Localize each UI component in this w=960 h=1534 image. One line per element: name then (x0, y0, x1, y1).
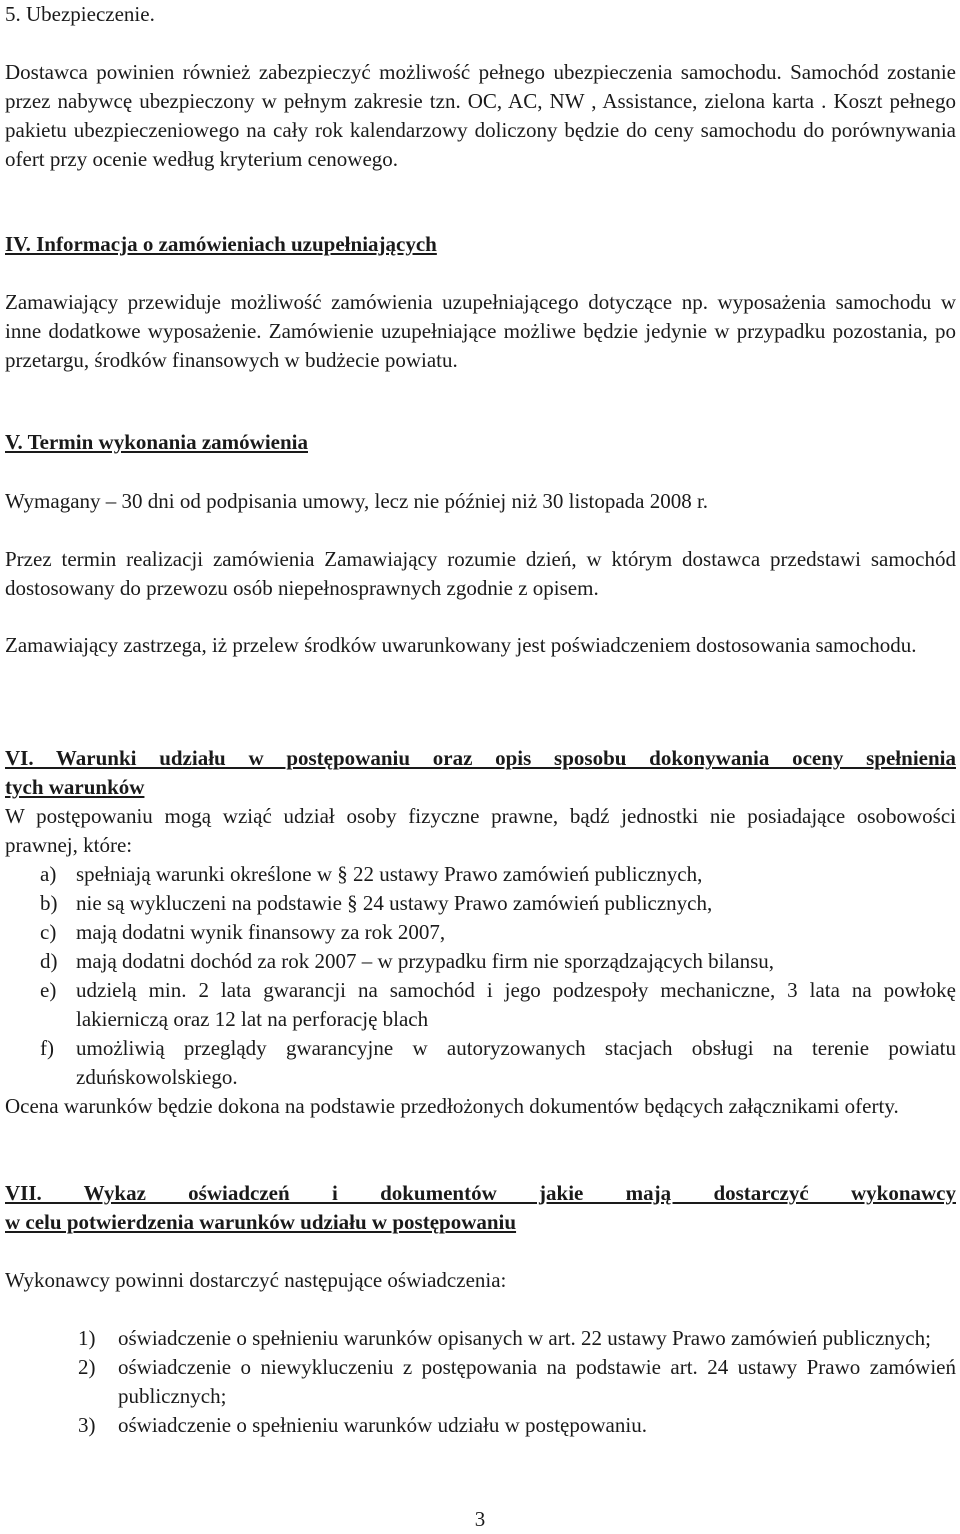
section-iv-heading: IV. Informacja o zamówieniach uzupełniających (5, 232, 437, 256)
list-item (5, 918, 956, 947)
list-item (78, 1353, 956, 1411)
conditions-list (5, 860, 956, 1092)
list-item-text: mają dodatni dochód za rok 2007 – w przypadku firm nie sporządzających bilansu, (76, 949, 775, 973)
list-item-label: f) (40, 1036, 54, 1060)
list-item-text: spełniają warunki określone w § 22 ustawy Prawo zamówień publicznych, (76, 862, 703, 886)
list-item-text: nie są wykluczeni na podstawie § 24 ustawy Prawo zamówień publicznych, (76, 891, 713, 915)
list-item-text: udzielą min. 2 lata gwarancji na samochód i jego podzespoły mechaniczne, 3 lata na powłokę lakierniczą oraz 12 lat na perforację blach (76, 978, 956, 1031)
list-item-label: 1) (78, 1326, 96, 1350)
list-item-text: oświadczenie o spełnieniu warunków udziału w postępowaniu. (118, 1413, 647, 1437)
list-item (5, 860, 956, 889)
section-vi-heading-line2: tych warunków (5, 775, 145, 799)
list-item-text: umożliwią przeglądy gwarancyjne w autoryzowanych stacjach obsługi na terenie powiatu zduńskowolskiego. (76, 1036, 956, 1089)
list-item-text: mają dodatni wynik finansowy za rok 2007, (76, 920, 446, 944)
realization-paragraph: Przez termin realizacji zamówienia Zamawiający rozumie dzień, w którym dostawca przedstawi samochód dostosowany do przewozu osób niepełnosprawnych zgodnie z opisem. (5, 547, 956, 600)
list-item-label: 3) (78, 1413, 96, 1437)
list-item (78, 1411, 956, 1440)
list-item (5, 947, 956, 976)
list-item (5, 976, 956, 1034)
section-iv-paragraph: Zamawiający przewiduje możliwość zamówienia uzupełniającego dotyczące np. wyposażenia samochodu w inne dodatkowe wyposażenie. Zamówienie uzupełniające możliwe będzie jedynie w przypadku pozostania, po przetargu, środków finansowych w budżecie powiatu. (5, 290, 956, 372)
transfer-paragraph: Zamawiający zastrzega, iż przelew środków uwarunkowany jest poświadczeniem dostosowania samochodu. (5, 633, 917, 657)
section-vi-intro: W postępowaniu mogą wziąć udział osoby fizyczne prawne, bądź jednostki nie posiadające osobowości prawnej, które: (5, 804, 956, 857)
list-item-label: b) (40, 891, 58, 915)
declarations-list (78, 1324, 956, 1440)
insurance-heading: 5. Ubezpieczenie. (5, 2, 155, 26)
list-item (5, 889, 956, 918)
section-vi-closing: Ocena warunków będzie dokona na podstawie przedłożonych dokumentów będących załącznikami oferty. (5, 1094, 899, 1118)
section-vii-intro: Wykonawcy powinni dostarczyć następujące oświadczenia: (5, 1268, 507, 1292)
list-item-label: 2) (78, 1355, 96, 1379)
list-item-label: e) (40, 978, 57, 1002)
list-item-label: c) (40, 920, 57, 944)
deadline-paragraph: Wymagany – 30 dni od podpisania umowy, lecz nie później niż 30 listopada 2008 r. (5, 489, 709, 513)
section-v-heading: V. Termin wykonania zamówienia (5, 430, 308, 454)
list-item-text: oświadczenie o spełnieniu warunków opisanych w art. 22 ustawy Prawo zamówień publicznych; (118, 1326, 931, 1350)
section-vii-heading-line2: w celu potwierdzenia warunków udziału w postępowaniu (5, 1210, 517, 1234)
list-item (5, 1034, 956, 1092)
list-item-text: oświadczenie o niewykluczeniu z postępowania na podstawie art. 24 ustawy Prawo zamówień publicznych; (118, 1355, 956, 1408)
section-vi-heading-line1: VI. Warunki udziału w postępowaniu oraz opis sposobu dokonywania oceny spełnienia (5, 746, 956, 770)
insurance-paragraph: Dostawca powinien również zabezpieczyć możliwość pełnego ubezpieczenia samochodu. Samochód zostanie przez nabywcę ubezpieczony w pełnym zakresie tzn. OC, AC, NW , Assistance, zielona karta . Koszt pełnego pakietu ubezpieczeniowego na cały rok kalendarzowy doliczony będzie do ceny samochodu do porównywania ofert przy ocenie według kryterium cenowego. (5, 60, 956, 171)
list-item (78, 1324, 956, 1353)
list-item-label: d) (40, 949, 58, 973)
section-vii-heading-line1: VII. Wykaz oświadczeń i dokumentów jakie mają dostarczyć wykonawcy (5, 1181, 956, 1205)
page-number: 3 (474, 1507, 486, 1531)
list-item-label: a) (40, 862, 57, 886)
